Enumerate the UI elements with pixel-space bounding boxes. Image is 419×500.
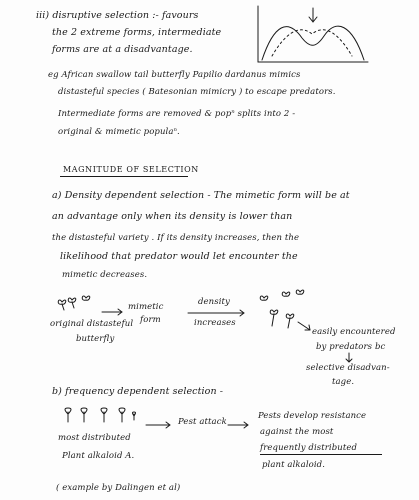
resistance-note: plant alkaloid. xyxy=(262,460,326,470)
heading-underline xyxy=(60,176,188,177)
note-line: mimetic decreases. xyxy=(62,270,148,280)
note-line: a) Density dependent selection - The mimetic form will be at xyxy=(52,190,350,201)
note-line: the distasteful variety . If its density increases, then the xyxy=(52,233,300,243)
butterfly-label: original distasteful xyxy=(50,319,134,329)
note-line: the 2 extreme forms, intermediate xyxy=(52,27,222,38)
resistance-note: frequently distributed xyxy=(260,443,358,453)
arrow-icon xyxy=(100,306,126,318)
right-note: selective disadvan- xyxy=(306,363,390,373)
pest-attack-label: Pest attack xyxy=(178,417,227,427)
disruptive-curve-sketch xyxy=(252,4,372,66)
note-underline xyxy=(260,454,382,455)
note-line: eg African swallow tail butterfly Papilio dardanus mimics xyxy=(48,70,301,80)
magnitude-heading: MAGNITUDE OF SELECTION xyxy=(63,165,199,174)
right-note: tage. xyxy=(332,377,355,387)
plant-icon xyxy=(62,404,142,424)
arrow-icon xyxy=(144,420,174,430)
resistance-note: against the most xyxy=(260,427,334,437)
note-line: likelihood that predator would let encounter the xyxy=(60,251,298,262)
note-line: original & mimetic populaⁿ. xyxy=(58,127,180,137)
butterfly-label: butterfly xyxy=(76,334,115,344)
mimetic-label: mimetic xyxy=(128,302,164,312)
right-note: by predators bc xyxy=(316,342,386,352)
resistance-note: Pests develop resistance xyxy=(258,411,367,421)
arrow-icon xyxy=(226,420,252,430)
butterfly-icon xyxy=(56,292,104,314)
note-line: Intermediate forms are removed & popⁿ splits into 2 - xyxy=(58,109,296,119)
arrow-bottom-label: increases xyxy=(194,318,236,328)
plant-label: Plant alkaloid A. xyxy=(62,451,135,461)
note-line: distasteful species ( Batesonian mimicry ) to escape predators. xyxy=(58,87,336,97)
frequency-heading: b) frequency dependent selection - xyxy=(52,386,224,397)
arrow-top-label: density xyxy=(198,297,230,307)
mimetic-label: form xyxy=(140,315,161,325)
right-note: easily encountered xyxy=(312,327,396,337)
example-note: ( example by Dalingen et al) xyxy=(56,483,181,493)
note-line: an advantage only when its density is lower than xyxy=(52,211,293,222)
disruptive-heading: iii) disruptive selection :- favours xyxy=(36,10,199,21)
plant-label: most distributed xyxy=(58,433,131,443)
note-line: forms are at a disadvantage. xyxy=(52,44,193,55)
